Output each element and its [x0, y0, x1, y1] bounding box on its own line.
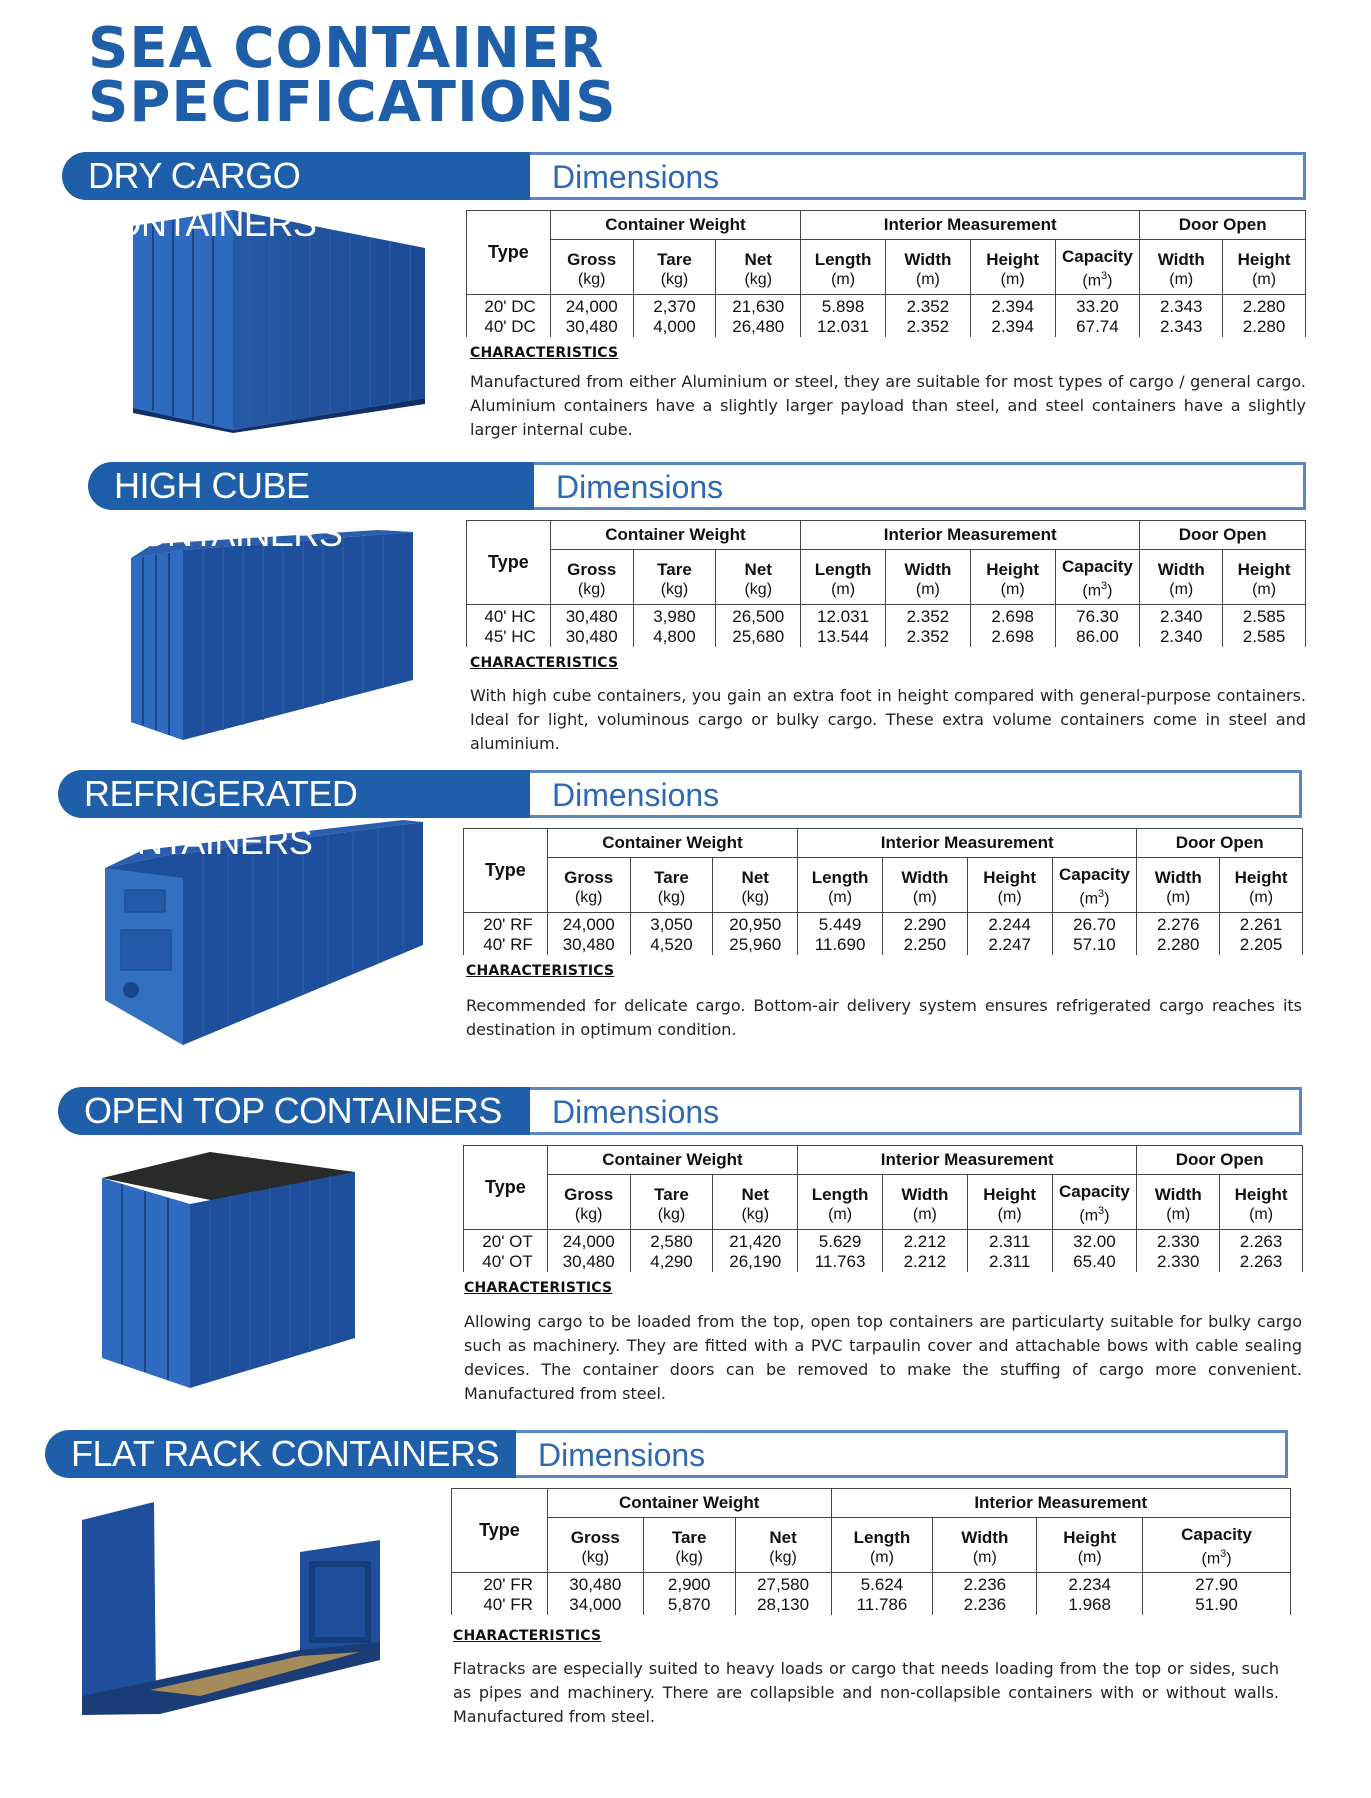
unit-label: (m) [1252, 580, 1277, 598]
section-banner [45, 1430, 1288, 1478]
length-column-header: Length (m) [831, 1518, 933, 1573]
unit-label: (kg) [744, 270, 773, 288]
table-value: 2.394 [991, 317, 1034, 336]
section-banner [58, 1087, 1302, 1135]
table-value: 2.236 [963, 1575, 1007, 1594]
tare-cell [630, 1230, 713, 1273]
unit-label: (m) [912, 888, 937, 906]
table-value: 21,420 [729, 1232, 782, 1251]
table-value: 11.763 [814, 1252, 866, 1271]
door-open-header: Door Open [1137, 1146, 1303, 1175]
container-weight-header: Container Weight [550, 211, 800, 240]
unit-label: (kg) [675, 1548, 703, 1566]
unit-label: (m) [1166, 888, 1191, 906]
tare-column-header: Tare (kg) [633, 240, 716, 295]
gross-cell [547, 1573, 643, 1616]
table-value: 12.031 [817, 317, 870, 336]
characteristics-heading: CHARACTERISTICS [464, 1280, 613, 1296]
gross-cell [547, 1230, 630, 1273]
table-value: 2.330 [1156, 1252, 1200, 1271]
net-column-header: Net (kg) [735, 1518, 831, 1573]
length-cell [801, 605, 886, 648]
table-value: 2.330 [1156, 1232, 1200, 1251]
table-value: 4,520 [650, 935, 693, 954]
section-title: DRY CARGO CONTAINERS [62, 152, 532, 200]
open-top-container-image [100, 1148, 355, 1393]
table-value: 20' RF [483, 915, 533, 934]
table-value: 30,480 [562, 935, 615, 954]
width-column-header: Width (m) [1137, 858, 1220, 913]
table-value: 2.280 [1242, 297, 1286, 316]
unit-label: (m) [1169, 580, 1194, 598]
width-cell [882, 913, 967, 956]
interior-measurement-header: Interior Measurement [798, 829, 1137, 858]
unit-label: (m) [831, 580, 856, 598]
width-cell [933, 1573, 1037, 1616]
net-column-header: Net (kg) [713, 1175, 798, 1230]
table-value: 65.40 [1073, 1252, 1116, 1271]
unit-label: (m) [1249, 1205, 1274, 1223]
table-value: 2.352 [906, 627, 950, 646]
container-weight-header: Container Weight [550, 521, 800, 550]
table-value: 2.290 [903, 915, 947, 934]
gross-column-header: Gross (kg) [550, 550, 633, 605]
capacity-cell [1143, 1573, 1291, 1616]
net-cell [713, 913, 798, 956]
unit-label: $(m^3)$ [1201, 1548, 1232, 1568]
net-column-header: Net (kg) [713, 858, 798, 913]
tare-column-header: Tare (kg) [633, 550, 716, 605]
table-value: 2.394 [991, 297, 1034, 316]
unit-label: (m) [915, 580, 940, 598]
height-column-header: Height (m) [1223, 240, 1306, 295]
table-value: 33.20 [1076, 297, 1119, 316]
net-cell [716, 295, 801, 338]
page-title-line-2: SPECIFICATIONS [88, 70, 617, 135]
section-title: FLAT RACK CONTAINERS [45, 1430, 531, 1478]
door-open-header: Door Open [1137, 829, 1303, 858]
characteristics-text: Flatracks are especially suited to heavy loads or cargo that needs loading from the top or sides, such as pipes and machinery. There are collapsible and non-collapsible containers with or without walls. Manufactured from steel. [453, 1659, 1279, 1726]
table-value: 2.236 [963, 1595, 1007, 1614]
type-header: Type [464, 829, 548, 913]
height-column-header: Height (m) [967, 858, 1052, 913]
unit-label: (kg) [769, 1548, 797, 1566]
door-open-header: Door Open [1140, 211, 1306, 240]
width-cell [882, 1230, 967, 1273]
table-value: 27.90 [1195, 1575, 1238, 1594]
table-value: 25,680 [732, 627, 785, 646]
unit-label: (m) [915, 270, 940, 288]
unit-label: (kg) [574, 888, 603, 906]
table-value: 2,370 [653, 297, 696, 316]
net-cell [716, 605, 801, 648]
height-cell [967, 1230, 1052, 1273]
table-value: 26,480 [732, 317, 785, 336]
table-value: 2,580 [650, 1232, 693, 1251]
table-value: 2.585 [1242, 627, 1286, 646]
table-value: 5.629 [818, 1232, 862, 1251]
table-value: 26,500 [732, 607, 785, 626]
unit-label: (kg) [741, 888, 770, 906]
length-cell [831, 1573, 933, 1616]
section-title: OPEN TOP CONTAINERS [58, 1087, 530, 1135]
width-column-header: Width (m) [933, 1518, 1037, 1573]
characteristics-heading: CHARACTERISTICS [470, 345, 619, 361]
table-value: 2.343 [1159, 317, 1203, 336]
unit-label: (m) [828, 888, 853, 906]
table-value: 5.624 [860, 1575, 904, 1594]
capacity-column-header: Capacity $(m^3)$ [1055, 240, 1140, 295]
gross-cell [550, 605, 633, 648]
table-value: 2.263 [1239, 1232, 1283, 1251]
length-column-header: Length (m) [801, 550, 886, 605]
length-column-header: Length (m) [798, 1175, 883, 1230]
table-value: 26.70 [1073, 915, 1116, 934]
gross-column-header: Gross (kg) [547, 1518, 643, 1573]
unit-label: (kg) [744, 580, 773, 598]
characteristics-heading: CHARACTERISTICS [470, 655, 619, 671]
table-value: 2.212 [903, 1232, 947, 1251]
type-cell [467, 295, 551, 338]
tare-column-header: Tare (kg) [643, 1518, 735, 1573]
door-width-cell [1140, 295, 1223, 338]
table-value: 2.340 [1159, 607, 1203, 626]
page-title [88, 16, 617, 135]
table-value: 27,580 [757, 1575, 810, 1594]
table-value: 24,000 [565, 297, 618, 316]
table-value: 4,290 [650, 1252, 693, 1271]
door-height-cell [1223, 605, 1306, 648]
unit-label: (kg) [657, 1205, 686, 1223]
door-width-cell [1137, 913, 1220, 956]
capacity-cell [1055, 605, 1140, 648]
width-column-header: Width (m) [882, 1175, 967, 1230]
capacity-column-header: Capacity $(m^3)$ [1055, 550, 1140, 605]
characteristics-text: Recommended for delicate cargo. Bottom-air delivery system ensures refrigerated cargo reaches its destination in optimum condition. [466, 996, 1302, 1039]
table-value: 2.261 [1239, 915, 1283, 934]
table-value: 30,480 [565, 627, 618, 646]
interior-measurement-header: Interior Measurement [801, 211, 1140, 240]
table-value: 2.352 [906, 317, 950, 336]
door-width-cell [1140, 605, 1223, 648]
type-header: Type [452, 1489, 548, 1573]
tare-cell [643, 1573, 735, 1616]
high-cube-container-image [123, 530, 413, 745]
table-value: 4,000 [653, 317, 696, 336]
height-column-header: Height (m) [967, 1175, 1052, 1230]
length-column-header: Length (m) [801, 240, 886, 295]
table-value: 2.244 [988, 915, 1031, 934]
height-column-header: Height (m) [970, 550, 1055, 605]
table-value: 2.311 [989, 1252, 1031, 1271]
table-value: 45' HC [484, 627, 536, 646]
gross-column-header: Gross (kg) [547, 858, 630, 913]
table-value: 24,000 [562, 915, 615, 934]
type-cell [467, 605, 551, 648]
characteristics-text: Allowing cargo to be loaded from the top, open top containers are particularty suitable for bulky cargo such as machinery. They are fitted with a PVC tarpaulin cover and attachable bows with cable sealing devices. The container doors can be removed to make the stuffing of cargo more convenient. Manufactured from steel. [464, 1312, 1302, 1403]
gross-cell [547, 913, 630, 956]
type-header: Type [467, 211, 551, 295]
interior-measurement-header: Interior Measurement [831, 1489, 1290, 1518]
table-value: 2.352 [906, 607, 950, 626]
width-column-header: Width (m) [1140, 240, 1223, 295]
table-value: 12.031 [817, 607, 870, 626]
unit-label: (kg) [741, 1205, 770, 1223]
table-value: 2.585 [1242, 607, 1286, 626]
table-value: 2.311 [989, 1232, 1031, 1251]
page-title-line-1: SEA CONTAINER [88, 16, 605, 81]
table-value: 2.352 [906, 297, 950, 316]
spec-table [466, 520, 1306, 647]
unit-label: (m) [1077, 1548, 1102, 1566]
table-value: 67.74 [1076, 317, 1119, 336]
table-value: 2.250 [903, 935, 947, 954]
table-value: 25,960 [729, 935, 782, 954]
table-value: 2.698 [991, 627, 1034, 646]
table-value: 2.234 [1068, 1575, 1111, 1594]
capacity-column-header: Capacity $(m^3)$ [1052, 1175, 1137, 1230]
section-title: HIGH CUBE CONTAINERS [88, 462, 534, 510]
width-column-header: Width (m) [885, 550, 970, 605]
capacity-column-header: Capacity $(m^3)$ [1052, 858, 1137, 913]
unit-label: (m) [869, 1548, 894, 1566]
dimensions-heading: Dimensions [530, 770, 1302, 818]
width-column-header: Width (m) [885, 240, 970, 295]
type-cell [464, 913, 548, 956]
table-value: 21,630 [732, 297, 785, 316]
width-column-header: Width (m) [882, 858, 967, 913]
table-value: 40' DC [484, 317, 536, 336]
door-open-header: Door Open [1140, 521, 1306, 550]
table-value: 20' FR [483, 1575, 533, 1594]
table-value: 2.263 [1239, 1252, 1283, 1271]
table-value: 26,190 [729, 1252, 782, 1271]
unit-label: (m) [828, 1205, 853, 1223]
interior-measurement-header: Interior Measurement [798, 1146, 1137, 1175]
unit-label: (kg) [577, 270, 606, 288]
table-value: 57.10 [1073, 935, 1116, 954]
table-value: 40' FR [483, 1595, 533, 1614]
length-cell [798, 1230, 883, 1273]
table-value: 13.544 [817, 627, 870, 646]
height-column-header: Height (m) [1037, 1518, 1143, 1573]
unit-label: $(m^3)$ [1082, 580, 1113, 600]
table-value: 40' HC [484, 607, 536, 626]
height-cell [967, 913, 1052, 956]
container-weight-header: Container Weight [547, 829, 797, 858]
net-cell [713, 1230, 798, 1273]
gross-column-header: Gross (kg) [547, 1175, 630, 1230]
type-cell [464, 1230, 548, 1273]
table-value: 2.698 [991, 607, 1034, 626]
table-value: 3,050 [650, 915, 693, 934]
table-value: 30,480 [565, 607, 618, 626]
table-value: 34,000 [569, 1595, 622, 1614]
spec-table [466, 210, 1306, 337]
table-value: 3,980 [653, 607, 696, 626]
table-value: 20,950 [729, 915, 782, 934]
unit-label: (kg) [581, 1548, 610, 1566]
table-value: 76.30 [1076, 607, 1119, 626]
dimensions-heading: Dimensions [530, 1087, 1302, 1135]
length-column-header: Length (m) [798, 858, 883, 913]
width-cell [885, 295, 970, 338]
type-header: Type [464, 1146, 548, 1230]
table-value: 86.00 [1076, 627, 1119, 646]
table-value: 11.690 [814, 935, 866, 954]
net-column-header: Net (kg) [716, 240, 801, 295]
characteristics-text: With high cube containers, you gain an extra foot in height compared with general-purpose containers. Ideal for light, voluminous cargo or bulky cargo. These extra volume containers come in steel and aluminium. [470, 686, 1306, 753]
height-column-header: Height (m) [1220, 1175, 1303, 1230]
capacity-cell [1055, 295, 1140, 338]
tare-cell [633, 295, 716, 338]
characteristics-heading: CHARACTERISTICS [453, 1628, 602, 1644]
table-value: 2.205 [1239, 935, 1283, 954]
table-value: 2,900 [667, 1575, 711, 1594]
door-height-cell [1220, 913, 1303, 956]
height-cell [970, 295, 1055, 338]
height-column-header: Height (m) [970, 240, 1055, 295]
table-value: 2.276 [1156, 915, 1200, 934]
dimensions-heading: Dimensions [516, 1430, 1288, 1478]
unit-label: (m) [1249, 888, 1274, 906]
flat-rack-container-image [80, 1500, 380, 1715]
capacity-column-header: Capacity $(m^3)$ [1143, 1518, 1291, 1573]
tare-column-header: Tare (kg) [630, 858, 713, 913]
gross-column-header: Gross (kg) [550, 240, 633, 295]
dimensions-heading: Dimensions [530, 152, 1306, 200]
capacity-cell [1052, 1230, 1137, 1273]
table-value: 30,480 [565, 317, 618, 336]
unit-label: (m) [1169, 270, 1194, 288]
table-value: 11.786 [856, 1595, 908, 1614]
container-weight-header: Container Weight [547, 1146, 797, 1175]
unit-label: (m) [972, 1548, 997, 1566]
table-value: 40' OT [482, 1252, 533, 1271]
tare-cell [633, 605, 716, 648]
unit-label: (kg) [577, 580, 606, 598]
width-column-header: Width (m) [1140, 550, 1223, 605]
table-value: 20' DC [484, 297, 536, 316]
table-value: 2.343 [1159, 297, 1203, 316]
type-header: Type [467, 521, 551, 605]
unit-label: (m) [1000, 270, 1025, 288]
table-value: 5.449 [818, 915, 862, 934]
spec-table [451, 1488, 1291, 1615]
table-value: 30,480 [562, 1252, 615, 1271]
width-cell [885, 605, 970, 648]
table-value: 2.280 [1156, 935, 1200, 954]
table-value: 5,870 [667, 1595, 711, 1614]
table-value: 51.90 [1195, 1595, 1238, 1614]
net-column-header: Net (kg) [716, 550, 801, 605]
unit-label: (kg) [574, 1205, 603, 1223]
height-column-header: Height (m) [1220, 858, 1303, 913]
container-weight-header: Container Weight [547, 1489, 831, 1518]
unit-label: (m) [912, 1205, 937, 1223]
unit-label: (m) [1252, 270, 1277, 288]
width-column-header: Width (m) [1137, 1175, 1220, 1230]
table-value: 24,000 [562, 1232, 615, 1251]
unit-label: $(m^3)$ [1079, 888, 1110, 908]
unit-label: (kg) [657, 888, 686, 906]
unit-label: $(m^3)$ [1079, 1205, 1110, 1225]
net-cell [735, 1573, 831, 1616]
interior-measurement-header: Interior Measurement [801, 521, 1140, 550]
spec-table [463, 1145, 1303, 1272]
table-value: 40' RF [483, 935, 533, 954]
door-width-cell [1137, 1230, 1220, 1273]
table-value: 1.968 [1068, 1595, 1111, 1614]
height-cell [1037, 1573, 1143, 1616]
table-value: 5.898 [821, 297, 865, 316]
table-value: 2.247 [988, 935, 1031, 954]
length-cell [801, 295, 886, 338]
height-cell [970, 605, 1055, 648]
unit-label: (m) [1166, 1205, 1191, 1223]
door-height-cell [1223, 295, 1306, 338]
gross-cell [550, 295, 633, 338]
section-title: REFRIGERATED CONTAINERS [58, 770, 530, 818]
table-value: 2.340 [1159, 627, 1203, 646]
table-value: 20' OT [482, 1232, 533, 1251]
length-cell [798, 913, 883, 956]
table-value: 2.280 [1242, 317, 1286, 336]
dimensions-heading: Dimensions [534, 462, 1306, 510]
capacity-cell [1052, 913, 1137, 956]
height-column-header: Height (m) [1223, 550, 1306, 605]
tare-cell [630, 913, 713, 956]
door-height-cell [1220, 1230, 1303, 1273]
table-value: 4,800 [653, 627, 696, 646]
characteristics-text: Manufactured from either Aluminium or steel, they are suitable for most types of cargo / general cargo. Aluminium containers have a slightly larger payload than steel, and steel containers have a slightly larger internal cube. [470, 372, 1306, 439]
unit-label: $(m^3)$ [1082, 270, 1113, 290]
unit-label: (m) [997, 888, 1022, 906]
table-value: 30,480 [569, 1575, 622, 1594]
unit-label: (kg) [660, 270, 689, 288]
tare-column-header: Tare (kg) [630, 1175, 713, 1230]
unit-label: (m) [997, 1205, 1022, 1223]
type-cell [452, 1573, 548, 1616]
table-value: 32.00 [1073, 1232, 1116, 1251]
table-value: 2.212 [903, 1252, 947, 1271]
unit-label: (m) [1000, 580, 1025, 598]
characteristics-heading: CHARACTERISTICS [466, 963, 615, 979]
unit-label: (kg) [660, 580, 689, 598]
unit-label: (m) [831, 270, 856, 288]
table-value: 28,130 [757, 1595, 810, 1614]
spec-table [463, 828, 1303, 955]
